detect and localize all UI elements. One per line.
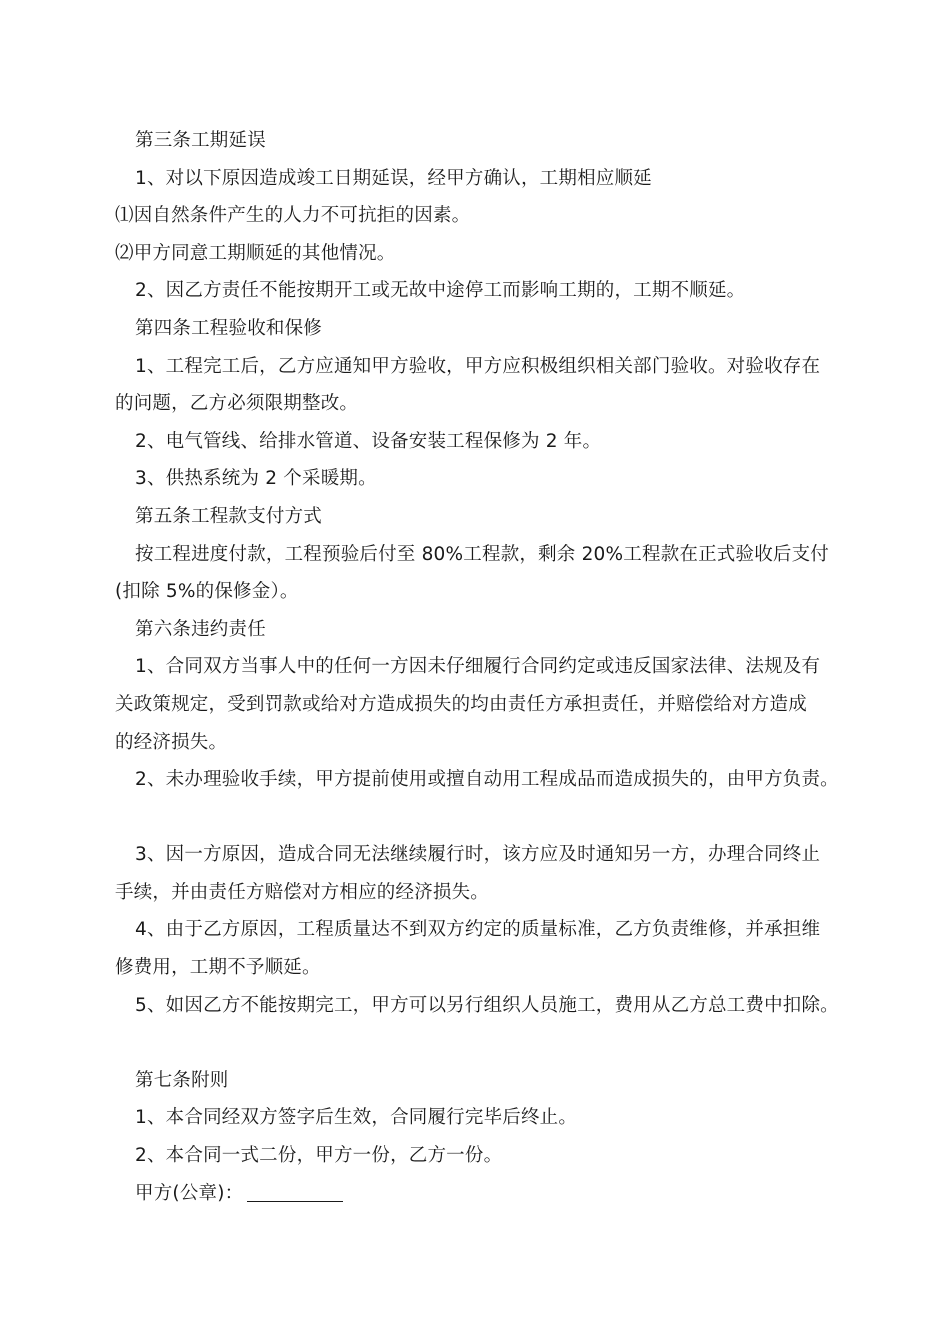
article-6-clause-3-line-2: 手续，并由责任方赔偿对方相应的经济损失。 [115, 881, 490, 903]
party-a-signature-label: 甲方(公章)： [135, 1182, 244, 1204]
article-3-clause-1-item-2: ⑵甲方同意工期顺延的其他情况。 [115, 242, 396, 264]
blank-line [115, 1024, 850, 1062]
article-4-clause-3: 3、供热系统为 2 个采暖期。 [135, 468, 377, 490]
article-6-clause-5: 5、如因乙方不能按期完工，甲方可以另行组织人员施工，费用从乙方总工费中扣除。 [135, 994, 839, 1016]
article-6-heading: 第六条违约责任 [135, 618, 266, 640]
article-3-clause-1-item-1: ⑴因自然条件产生的人力不可抗拒的因素。 [115, 205, 471, 227]
article-4-clause-1-line-1: 1、工程完工后，乙方应通知甲方验收，甲方应积极组织相关部门验收。对验收存在 [135, 355, 821, 377]
article-6-clause-1-line-2: 关政策规定，受到罚款或给对方造成损失的均由责任方承担责任，并赔偿给对方造成 [115, 693, 807, 715]
article-5-clause-line-2: (扣除 5%的保修金）。 [115, 581, 299, 603]
article-6-clause-4-line-1: 4、由于乙方原因，工程质量达不到双方约定的质量标准，乙方负责维修，并承担维 [135, 919, 821, 941]
article-5-heading: 第五条工程款支付方式 [135, 505, 323, 527]
article-6-clause-1-line-1: 1、合同双方当事人中的任何一方因未仔细履行合同约定或违反国家法律、法规及有 [135, 656, 821, 678]
article-3-clause-2: 2、因乙方责任不能按期开工或无故中途停工而影响工期的，工期不顺延。 [135, 280, 746, 302]
article-7-clause-1: 1、本合同经双方签字后生效，合同履行完毕后终止。 [135, 1107, 578, 1129]
article-7-heading: 第七条附则 [135, 1069, 229, 1091]
blank-line [115, 799, 850, 837]
article-3-clause-1: 1、对以下原因造成竣工日期延误，经甲方确认，工期相应顺延 [135, 167, 652, 189]
article-6-clause-3-line-1: 3、因一方原因，造成合同无法继续履行时，该方应及时通知另一方，办理合同终止 [135, 844, 821, 866]
signature-blank-line [247, 1181, 343, 1202]
party-a-signature [115, 1175, 850, 1213]
article-4-heading: 第四条工程验收和保修 [135, 317, 323, 339]
article-6-clause-1-line-3: 的经济损失。 [115, 731, 228, 753]
article-3-heading: 第三条工期延误 [135, 130, 266, 151]
article-4-clause-1-line-2: 的问题，乙方必须限期整改。 [115, 393, 359, 415]
article-5-clause-line-1: 按工程进度付款，工程预验后付至 80%工程款，剩余 20%工程款在正式验收后支付 [135, 543, 830, 565]
article-6-clause-4-line-2: 修费用，工期不予顺延。 [115, 957, 321, 979]
contract-page [115, 122, 850, 1212]
article-4-clause-2: 2、电气管线、给排水管道、设备安装工程保修为 2 年。 [135, 430, 602, 452]
article-6-clause-2: 2、未办理验收手续，甲方提前使用或擅自动用工程成品而造成损失的，由甲方负责。 [135, 769, 839, 791]
article-7-clause-2: 2、本合同一式二份，甲方一份，乙方一份。 [135, 1145, 503, 1167]
